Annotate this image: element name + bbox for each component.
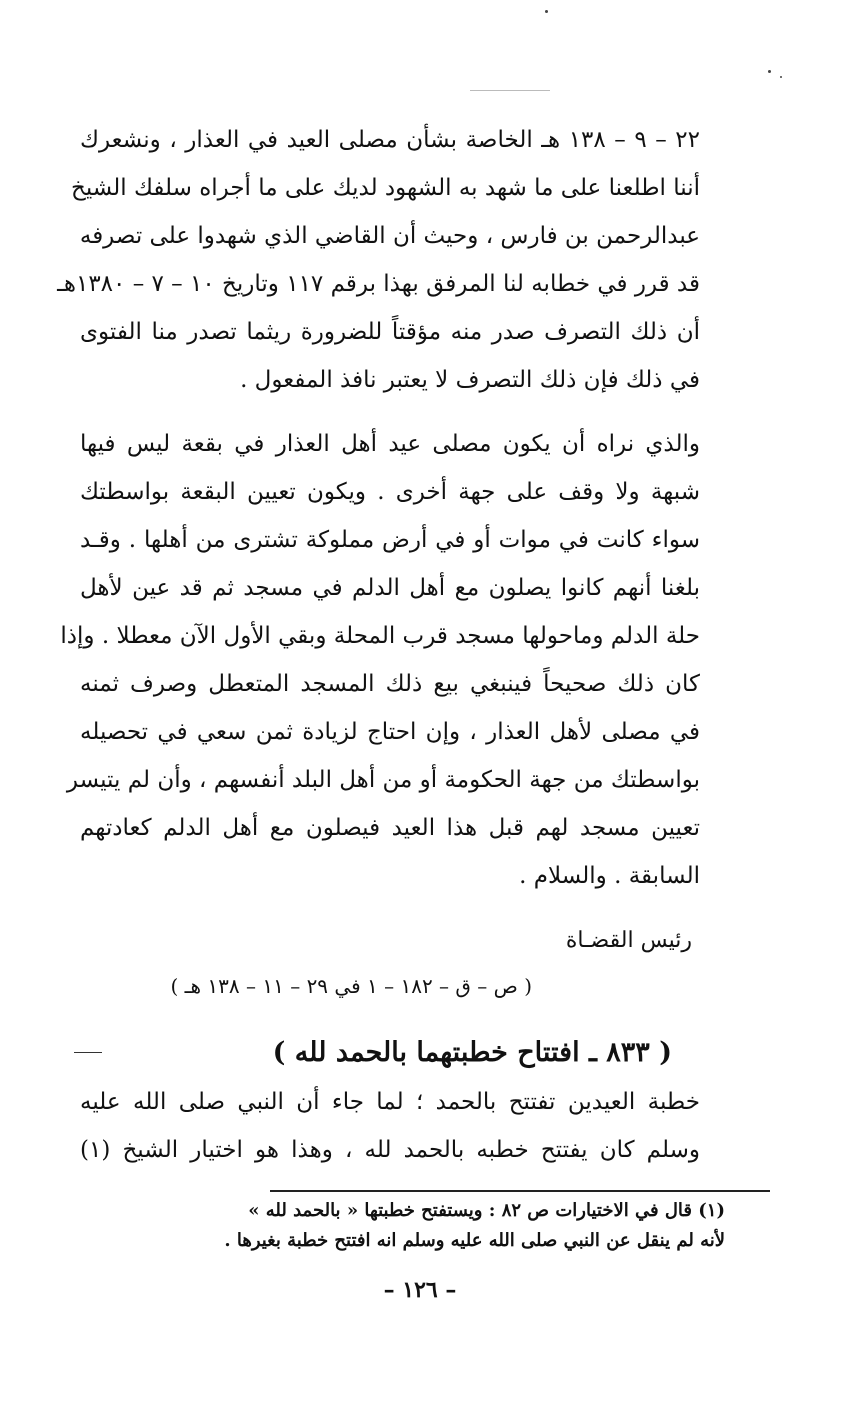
scan-speck	[780, 76, 782, 78]
document-reference: ( ص – ق – ١٨٢ – ١ في ٢٩ – ١١ – ١٣٨ هـ )	[170, 974, 532, 998]
paragraph-line: خطبة العيدين تفتتح بالحمد ؛ لما جاء أن النبي صلى الله عليه	[80, 1089, 700, 1115]
paragraph-2	[60, 420, 700, 900]
footnote-rule	[270, 1190, 770, 1192]
paragraph-line: في مصلى لأهل العذار ، وإن احتاج لزيادة ثمن سعي في تحصيله	[80, 719, 700, 745]
paragraph-line: حلة الدلم وماحولها مسجد قرب المحلة وبقي الأول الآن معطلا . وإذا	[60, 623, 700, 649]
top-rule	[470, 90, 550, 91]
paragraph-line: وسلم كان يفتتح خطبه بالحمد لله ، وهذا هو اختيار الشيخ (١)	[80, 1137, 700, 1163]
paragraph-line: تعيين مسجد لهم قبل هذا العيد فيصلون مع أهل الدلم كعادتهم	[80, 815, 700, 841]
paragraph-line: شبهة ولا وقف على جهة أخرى . ويكون تعيين البقعة بواسطتك	[80, 479, 700, 505]
paragraph-line: ٢٢ – ٩ – ١٣٨ هـ الخاصة بشأن مصلى العيد في العذار ، ونشعرك	[80, 127, 701, 153]
paragraph-line: في ذلك فإن ذلك التصرف لا يعتبر نافذ المفعول .	[240, 367, 700, 393]
paragraph-3	[80, 1078, 700, 1174]
paragraph-line: أن ذلك التصرف صدر منه مؤقتاً للضرورة ريثما تصدر منا الفتوى	[80, 319, 700, 345]
paragraph-line: بلغنا أنهم كانوا يصلون مع أهل الدلم في مسجد ثم قد عين لأهل	[80, 575, 700, 601]
scan-speck	[768, 70, 771, 73]
paragraph-line: والذي نراه أن يكون مصلى عيد أهل العذار في بقعة ليس فيها	[80, 431, 700, 457]
paragraph-1	[57, 116, 701, 404]
paragraph-line: السابقة . والسلام .	[519, 863, 700, 889]
footnote-line: (١) قال في الاختيارات ص ٨٢ : ويستفتح خطبتها « بالحمد لله »	[248, 1200, 725, 1221]
scan-speck	[545, 10, 548, 13]
footnote	[75, 1196, 725, 1256]
paragraph-line: سواء كانت في موات أو في أرض مملوكة تشترى من أهلها . وقـد	[80, 527, 700, 553]
section-heading: ( ٨٣٣ ـ افتتاح خطبتهما بالحمد لله )	[272, 1037, 672, 1068]
paragraph-line: عبدالرحمن بن فارس ، وحيث أن القاضي الذي شهدوا على تصرفه	[79, 223, 700, 249]
footnote-line: لأنه لم ينقل عن النبي صلى الله عليه وسلم انه افتتح خطبة بغيرها .	[224, 1230, 725, 1251]
paragraph-line: قد قرر في خطابه لنا المرفق بهذا برقم ١١٧ وتاريخ ١٠ – ٧ – ١٣٨٠هـ	[57, 271, 700, 297]
paragraph-line: كان ذلك صحيحاً فينبغي بيع ذلك المسجد المتعطل وصرف ثمنه	[80, 671, 700, 697]
paragraph-line: بواسطتك من جهة الحكومة أو من أهل البلد أنفسهم ، وأن لم يتيسر	[66, 767, 700, 793]
page-number: – ١٢٦ –	[383, 1277, 457, 1303]
heading-dash	[74, 1052, 102, 1053]
paragraph-line: أننا اطلعنا على ما شهد به الشهود لديك على ما أجراه سلفك الشيخ	[70, 175, 700, 201]
signature-title: رئيس القضـاة	[565, 928, 692, 953]
